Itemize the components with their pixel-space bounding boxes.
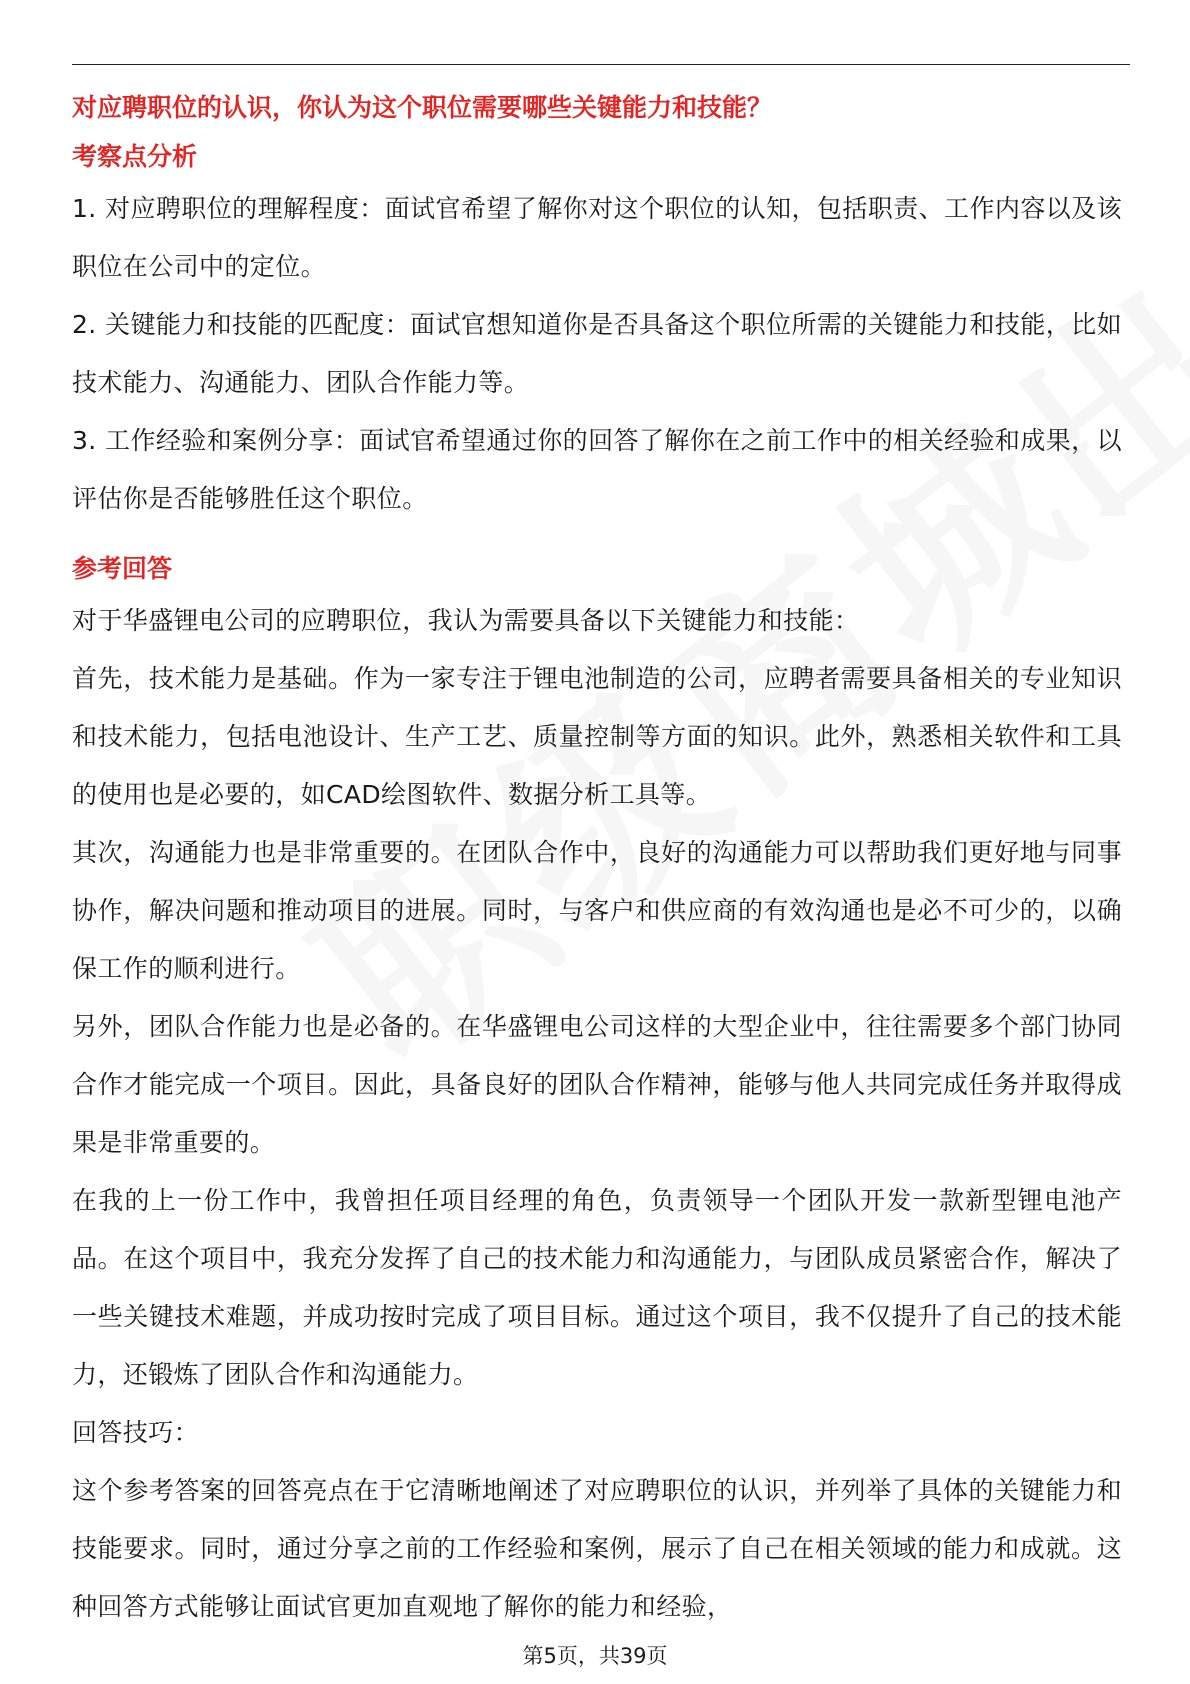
page-number: 第5页，共39页 (522, 1644, 668, 1668)
answer-paragraph-teamwork: 另外，团队合作能力也是必备的。在华盛锂电公司这样的大型企业中，往往需要多个部门协同合作才能完成一个项目。因此，具备良好的团队合作精神，能够与他人共同完成任务并取得成果是非常重要的。 (72, 1012, 1122, 1157)
answer-paragraph-technical: 首先，技术能力是基础。作为一家专注于锂电池制造的公司，应聘者需要具备相关的专业知识和技术能力，包括电池设计、生产工艺、质量控制等方面的知识。此外，熟悉相关软件和工具的使用也是必要的，如CAD绘图软件、数据分析工具等。 (72, 664, 1122, 809)
answer-paragraph-communication: 其次，沟通能力也是非常重要的。在团队合作中，良好的沟通能力可以帮助我们更好地与同事协作，解决问题和推动项目的进展。同时，与客户和供应商的有效沟通也是必不可少的，以确保工作的顺利进行。 (72, 838, 1122, 983)
header-divider (72, 64, 1130, 65)
analysis-item-1: 1. 对应聘职位的理解程度：面试官希望了解你对这个职位的认知，包括职责、工作内容以及该职位在公司中的定位。 (72, 194, 1122, 281)
document-body (72, 80, 1122, 1636)
answer-title: 参考回答 (72, 554, 173, 583)
analysis-item-3: 3. 工作经验和案例分享：面试官希望通过你的回答了解你在之前工作中的相关经验和成果，以评估你是否能够胜任这个职位。 (72, 426, 1122, 513)
question-heading: 对应聘职位的认识，你认为这个职位需要哪些关键能力和技能？ (72, 93, 773, 122)
answer-paragraph-experience: 在我的上一份工作中，我曾担任项目经理的角色，负责领导一个团队开发一款新型锂电池产品。在这个项目中，我充分发挥了自己的技术能力和沟通能力，与团队成员紧密合作，解决了一些关键技术难题，并成功按时完成了项目目标。通过这个项目，我不仅提升了自己的技术能力，还锻炼了团队合作和沟通能力。 (72, 1186, 1122, 1389)
answer-tips-paragraph: 这个参考答案的回答亮点在于它清晰地阐述了对应聘职位的认识，并列举了具体的关键能力和技能要求。同时，通过分享之前的工作经验和案例，展示了自己在相关领域的能力和成就。这种回答方式能够让面试官更加直观地了解你的能力和经验， (72, 1476, 1122, 1621)
analysis-title: 考察点分析 (72, 142, 198, 171)
answer-tips-label: 回答技巧： (72, 1418, 200, 1447)
analysis-item-2: 2. 关键能力和技能的匹配度：面试官想知道你是否具备这个职位所需的关键能力和技能，比如技术能力、沟通能力、团队合作能力等。 (72, 310, 1122, 397)
answer-paragraph-intro: 对于华盛锂电公司的应聘职位，我认为需要具备以下关键能力和技能： (72, 606, 860, 635)
